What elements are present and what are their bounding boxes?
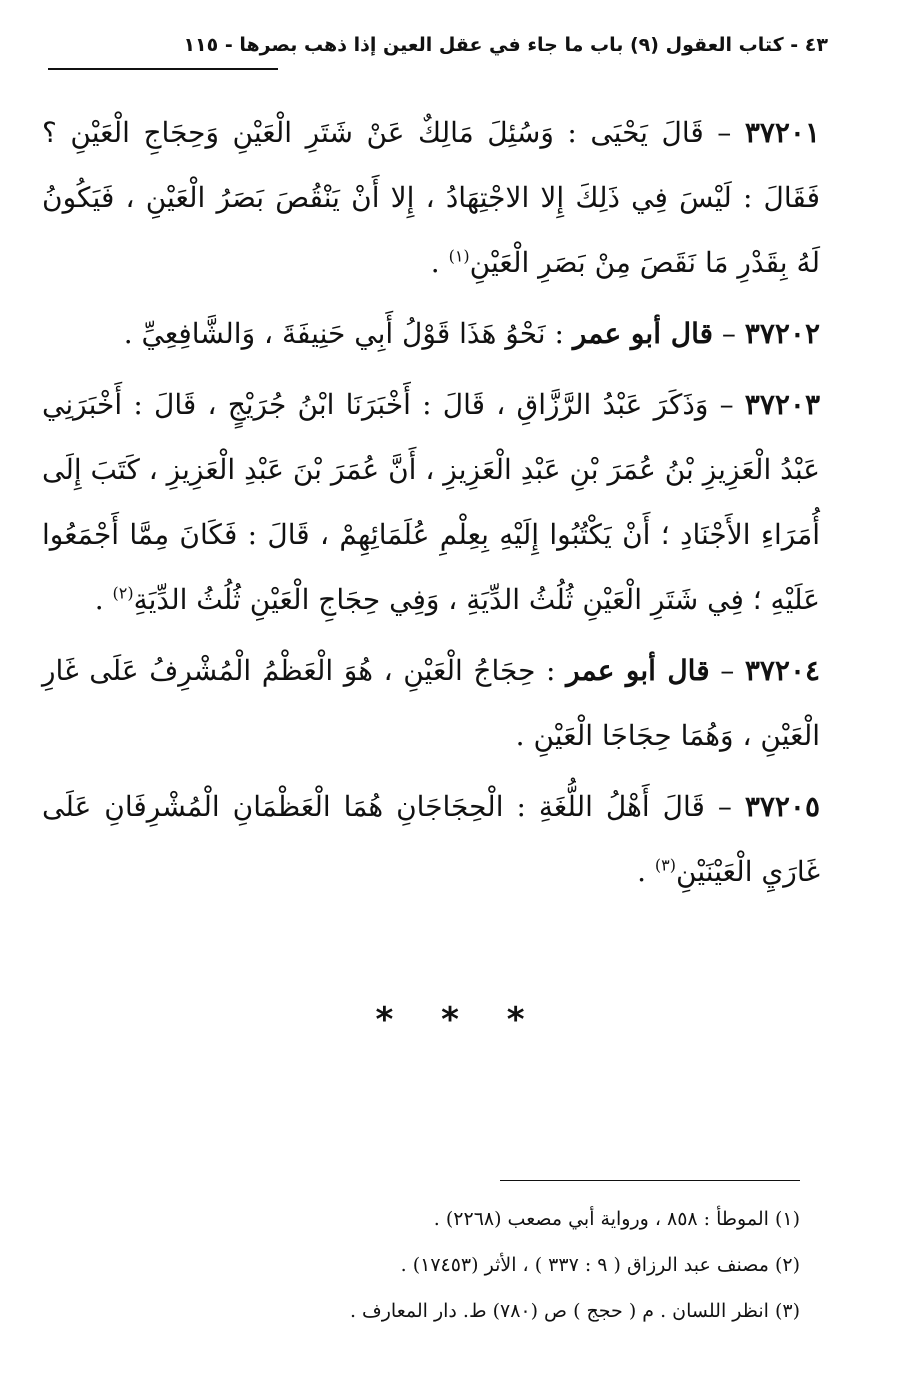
section-separator: * * * — [375, 1000, 543, 1040]
paragraph-end: . — [430, 246, 449, 279]
paragraph-37203 — [42, 372, 820, 632]
footnote-ref: (١) — [448, 246, 470, 266]
paragraph-text: : نَحْوُ هَذَا قَوْلُ أَبِي حَنِيفَةَ ، وَالشَّافِعِيِّ — [141, 317, 564, 350]
paragraph-number: ٣٧٢٠١ — [744, 116, 821, 149]
footnote-2: (٢) مصنف عبد الرزاق ( ٩ : ٣٣٧ ) ، الأثر (١٧٤٥٣) . — [400, 1254, 800, 1276]
paragraph-number: ٣٧٢٠٣ — [744, 388, 820, 421]
running-title: ٤٣ - كتاب العقول (٩) باب ما جاء في عقل العين إذا ذهب بصرها - ١١٥ — [183, 34, 828, 56]
speaker: قال أبو عمر — [566, 654, 710, 687]
dash: – — [712, 317, 736, 350]
running-header — [48, 34, 828, 74]
header-rule — [48, 68, 278, 70]
footnote-ref: (٢) — [112, 583, 134, 603]
paragraph-end: . — [94, 583, 113, 616]
dash: – — [708, 388, 734, 421]
footnote-rule — [500, 1180, 800, 1181]
paragraph-37204 — [42, 638, 820, 768]
footnote-3: (٣) انظر اللسان . م ( حجج ) ص (٧٨٠) ط. دار المعارف . — [349, 1300, 800, 1322]
dash: – — [703, 116, 732, 149]
paragraph-number: ٣٧٢٠٥ — [744, 790, 821, 823]
paragraph-number: ٣٧٢٠٤ — [744, 654, 821, 687]
paragraph-end: . — [637, 855, 655, 888]
footnote-ref: (٣) — [654, 855, 676, 875]
paragraph-text: وَذَكَرَ عَبْدُ الرَّزَّاقِ ، قَالَ : أَخْبَرَنَا ابْنُ جُرَيْجٍ ، قَالَ : أَخْبَرَنِي عَبْدُ الْعَزِيزِ بْنُ عُمَرَ بْنِ عَبْدِ الْعَزِيزِ ، أَنَّ عُمَرَ بْنَ عَبْدِ الْعَزِيزِ ، كَتَبَ إِلَى أُمَرَاءِ الأَجْنَادِ ؛ أَنْ يَكْتُبُوا إِلَيْهِ بِعِلْمِ عُلَمَائِهِمْ ، قَالَ : فَكَانَ مِمَّا أَجْمَعُوا عَلَيْهِ ؛ فِي شَتَرِ الْعَيْنِ ثُلُثُ الدِّيَةِ ، وَفِي حِجَاجِ الْعَيْنِ ثُلُثُ الدِّيَةِ — [42, 388, 820, 616]
paragraph-37202 — [42, 301, 820, 366]
paragraph-37201 — [42, 100, 820, 295]
paragraph-number: ٣٧٢٠٢ — [744, 317, 820, 350]
dash: – — [709, 654, 735, 687]
paragraph-end: . — [123, 317, 142, 350]
dash: – — [704, 790, 732, 823]
paragraph-text: قَالَ يَحْيَى : وَسُئِلَ مَالِكٌ عَنْ شَتَرِ الْعَيْنِ وَحِجَاجِ الْعَيْنِ ؟ فَقَالَ : لَيْسَ فِي ذَلِكَ إِلا الاجْتِهَادُ ، إِلا أَنْ يَنْقُصَ بَصَرُ الْعَيْنِ ، فَيَكُونُ لَهُ بِقَدْرِ مَا نَقَصَ مِنْ بَصَرِ الْعَيْنِ — [42, 116, 820, 279]
paragraph-37205 — [42, 774, 820, 904]
paragraph-text: قَالَ أَهْلُ اللُّغَةِ : الْحِجَاجَانِ هُمَا الْعَظْمَانِ الْمُشْرِفَانِ عَلَى غَارَيِ الْعَيْنَيْنِ — [42, 790, 820, 888]
speaker: قال أبو عمر — [572, 317, 713, 350]
paragraph-end: . — [515, 719, 534, 752]
footnotes — [300, 1196, 800, 1334]
paragraph-text: : حِجَاجُ الْعَيْنِ ، هُوَ الْعَظْمُ الْمُشْرِفُ عَلَى غَارِ الْعَيْنِ ، وَهُمَا حِجَاجَا الْعَيْنِ — [42, 654, 820, 752]
main-text — [42, 100, 820, 904]
footnote-1: (١) الموطأ : ٨٥٨ ، ورواية أبي مصعب (٢٢٦٨) . — [433, 1208, 800, 1230]
